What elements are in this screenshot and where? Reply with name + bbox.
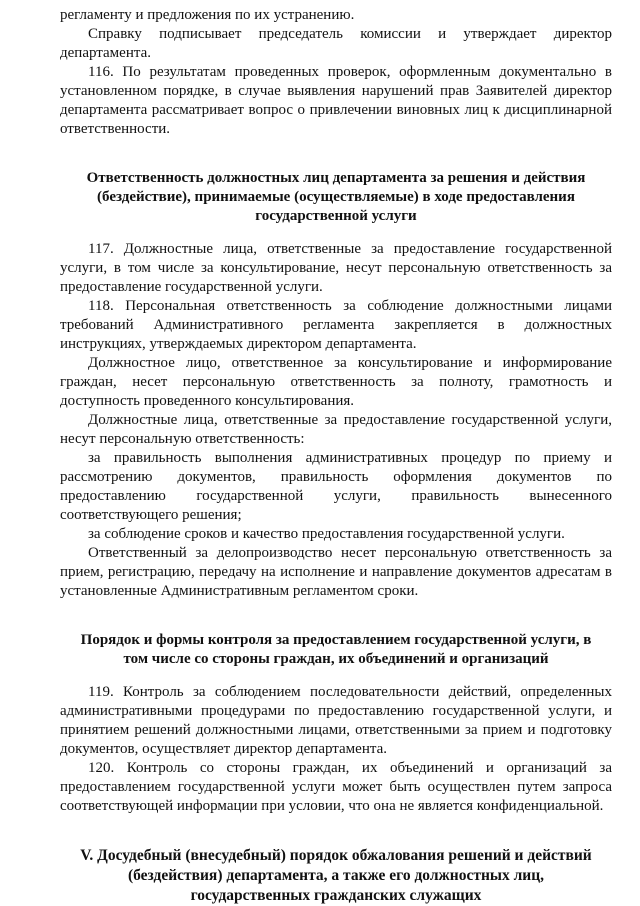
paragraph-117: 117. Должностные лица, ответственные за предоставление государственной услуги, в том числе за консультирование, несут персональную ответственность за предоставление государственной услуги. — [60, 241, 612, 295]
paragraph-continuation: регламенту и предложения по их устранению. — [60, 7, 355, 23]
paragraph: Должностное лицо, ответственное за консультирование и информирование граждан, несет персональную ответственность за полноту, грамотность и доступность проведенного консультирования. — [60, 355, 612, 409]
paragraph: Справку подписывает председатель комиссии и утверждает директор департамента. — [60, 26, 612, 61]
paragraph: за правильность выполнения административных процедур по приему и рассмотрению документов, правильность оформления документов по предоставлению государственной услуги, правильность вынесенного соответствующего решения; — [60, 450, 612, 523]
section-heading-control: Порядок и формы контроля за предоставлением государственной услуги, в том числе со стороны граждан, их объединений и организаций — [80, 632, 592, 667]
paragraph: за соблюдение сроков и качество предоставления государственной услуги. — [88, 526, 565, 542]
paragraph: Должностные лица, ответственные за предоставление государственной услуги, несут персональную ответственность: — [60, 412, 612, 447]
paragraph-120: 120. Контроль со стороны граждан, их объединений и организаций за предоставлением государственной услуги может быть осуществлен путем запроса соответствующей информации при условии, что она не является конфиденциальной. — [60, 760, 612, 814]
paragraph-118: 118. Персональная ответственность за соблюдение должностными лицами требований Административного регламента закрепляется в должностных инструкциях, утверждаемых директором департамента. — [60, 298, 612, 352]
section-heading-responsibility: Ответственность должностных лиц департамента за решения и действия (бездействие), принимаемые (осуществляемые) в ходе предоставления государственной услуги — [86, 170, 586, 224]
paragraph-116: 116. По результатам проведенных проверок, оформленным документально в установленном порядке, в случае выявления нарушений прав Заявителей директор департамента рассматривает вопрос о привлечении виновных лиц к дисциплинарной ответственности. — [60, 64, 612, 137]
section-heading-appeal: V. Досудебный (внесудебный) порядок обжалования решений и действий (бездействия) департамента, а также его должностных лиц, государственных гражданских служащих — [80, 847, 592, 904]
paragraph-119: 119. Контроль за соблюдением последовательности действий, определенных административными процедурами по предоставлению государственной услуги, и принятием решений должностными лицами, ответственными за прием и подготовку документов, осуществляет директор департамента. — [60, 684, 612, 757]
paragraph: Ответственный за делопроизводство несет персональную ответственность за прием, регистрацию, передачу на исполнение и направление документов адресатам в установленные Административным регламентом сроки. — [60, 545, 612, 599]
